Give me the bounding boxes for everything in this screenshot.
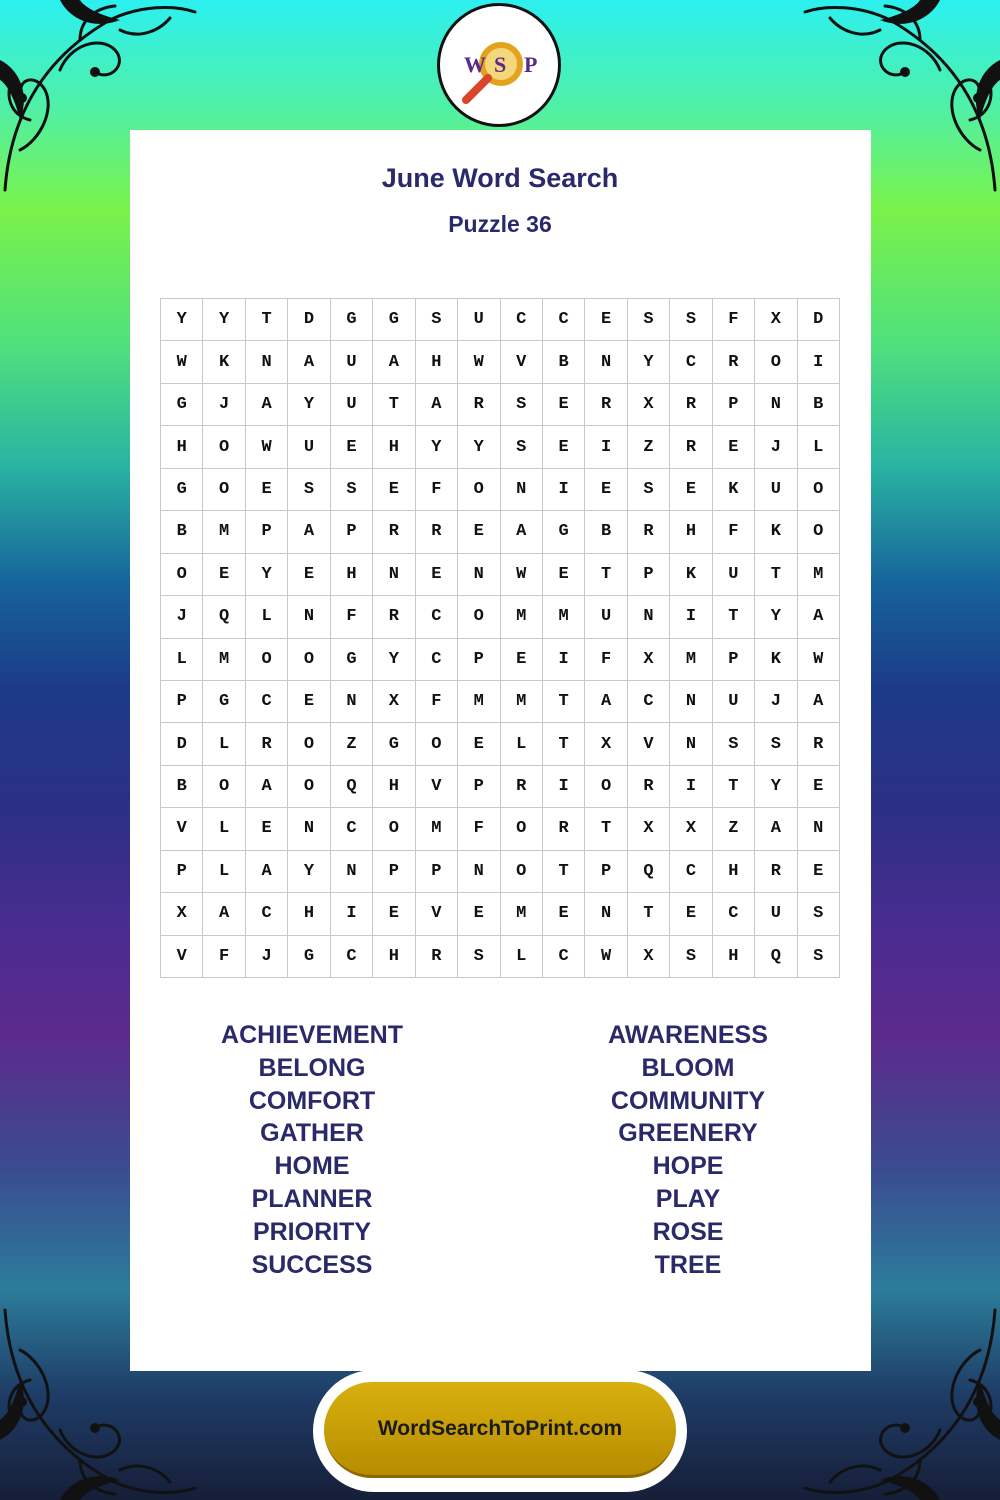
- grid-cell[interactable]: B: [543, 341, 585, 383]
- grid-cell[interactable]: I: [543, 639, 585, 681]
- grid-cell[interactable]: W: [458, 341, 500, 383]
- grid-cell[interactable]: S: [628, 299, 670, 341]
- grid-cell[interactable]: V: [416, 893, 458, 935]
- word-list-item: AWARENESS: [608, 1021, 768, 1049]
- grid-cell[interactable]: E: [543, 554, 585, 596]
- grid-cell[interactable]: B: [798, 384, 840, 426]
- grid-cell[interactable]: S: [798, 936, 840, 978]
- grid-cell[interactable]: C: [543, 299, 585, 341]
- grid-cell[interactable]: E: [543, 384, 585, 426]
- grid-cell[interactable]: Y: [203, 299, 245, 341]
- grid-cell[interactable]: N: [501, 469, 543, 511]
- grid-cell[interactable]: V: [628, 723, 670, 765]
- grid-cell[interactable]: V: [501, 341, 543, 383]
- grid-cell[interactable]: J: [161, 596, 203, 638]
- grid-cell[interactable]: R: [713, 341, 755, 383]
- grid-cell[interactable]: F: [585, 639, 627, 681]
- grid-cell[interactable]: M: [543, 596, 585, 638]
- grid-cell[interactable]: H: [373, 936, 415, 978]
- grid-cell[interactable]: J: [755, 681, 797, 723]
- puzzle-subtitle: Puzzle 36: [448, 211, 552, 237]
- grid-cell[interactable]: Z: [628, 426, 670, 468]
- grid-cell[interactable]: P: [161, 681, 203, 723]
- grid-cell[interactable]: L: [203, 808, 245, 850]
- grid-cell[interactable]: R: [458, 384, 500, 426]
- grid-cell[interactable]: M: [501, 596, 543, 638]
- grid-cell[interactable]: G: [373, 299, 415, 341]
- grid-cell[interactable]: W: [246, 426, 288, 468]
- grid-cell[interactable]: L: [161, 639, 203, 681]
- grid-cell[interactable]: U: [713, 681, 755, 723]
- grid-cell[interactable]: F: [203, 936, 245, 978]
- grid-cell[interactable]: C: [543, 936, 585, 978]
- grid-cell[interactable]: Z: [713, 808, 755, 850]
- grid-cell[interactable]: V: [161, 936, 203, 978]
- grid-cell[interactable]: J: [755, 426, 797, 468]
- grid-cell[interactable]: G: [543, 511, 585, 553]
- grid-cell[interactable]: F: [416, 681, 458, 723]
- grid-cell[interactable]: M: [798, 554, 840, 596]
- grid-cell[interactable]: X: [585, 723, 627, 765]
- grid-cell[interactable]: A: [585, 681, 627, 723]
- word-list-item: TREE: [654, 1250, 722, 1279]
- grid-cell[interactable]: E: [798, 766, 840, 808]
- grid-cell[interactable]: L: [203, 723, 245, 765]
- grid-cell[interactable]: K: [755, 639, 797, 681]
- grid-cell[interactable]: Q: [755, 936, 797, 978]
- grid-cell[interactable]: P: [628, 554, 670, 596]
- grid-cell[interactable]: E: [246, 808, 288, 850]
- grid-cell[interactable]: N: [458, 554, 500, 596]
- grid-cell[interactable]: E: [331, 426, 373, 468]
- grid-cell[interactable]: I: [543, 766, 585, 808]
- grid-cell[interactable]: R: [670, 426, 712, 468]
- website-link[interactable]: WordSearchToPrint.com: [324, 1382, 676, 1478]
- grid-cell[interactable]: H: [713, 851, 755, 893]
- grid-cell[interactable]: N: [628, 596, 670, 638]
- grid-cell[interactable]: E: [585, 469, 627, 511]
- grid-cell[interactable]: Y: [458, 426, 500, 468]
- grid-cell[interactable]: P: [331, 511, 373, 553]
- grid-cell[interactable]: O: [288, 723, 330, 765]
- grid-cell[interactable]: K: [670, 554, 712, 596]
- grid-cell[interactable]: P: [416, 851, 458, 893]
- grid-cell[interactable]: O: [246, 639, 288, 681]
- grid-cell[interactable]: P: [585, 851, 627, 893]
- grid-cell[interactable]: O: [501, 851, 543, 893]
- grid-cell[interactable]: C: [670, 851, 712, 893]
- grid-cell[interactable]: P: [373, 851, 415, 893]
- grid-cell[interactable]: O: [203, 766, 245, 808]
- word-list-item: COMFORT: [248, 1086, 376, 1115]
- grid-cell[interactable]: R: [628, 511, 670, 553]
- grid-cell[interactable]: M: [416, 808, 458, 850]
- grid-cell[interactable]: S: [670, 299, 712, 341]
- grid-cell[interactable]: X: [628, 639, 670, 681]
- grid-cell[interactable]: E: [501, 639, 543, 681]
- grid-cell[interactable]: N: [670, 681, 712, 723]
- grid-cell[interactable]: A: [203, 893, 245, 935]
- word-list-item: BLOOM: [641, 1053, 735, 1082]
- grid-cell[interactable]: C: [246, 893, 288, 935]
- grid-cell[interactable]: U: [331, 341, 373, 383]
- grid-cell[interactable]: N: [373, 554, 415, 596]
- grid-cell[interactable]: U: [755, 893, 797, 935]
- grid-cell[interactable]: S: [755, 723, 797, 765]
- grid-cell[interactable]: G: [331, 299, 373, 341]
- grid-cell[interactable]: S: [501, 384, 543, 426]
- grid-cell[interactable]: K: [203, 341, 245, 383]
- grid-cell[interactable]: M: [670, 639, 712, 681]
- grid-cell[interactable]: A: [288, 511, 330, 553]
- grid-cell[interactable]: L: [203, 851, 245, 893]
- grid-cell[interactable]: E: [670, 893, 712, 935]
- grid-cell[interactable]: T: [543, 723, 585, 765]
- grid-cell[interactable]: N: [288, 808, 330, 850]
- grid-cell[interactable]: H: [713, 936, 755, 978]
- grid-cell[interactable]: R: [246, 723, 288, 765]
- grid-cell[interactable]: T: [585, 808, 627, 850]
- grid-cell[interactable]: D: [798, 299, 840, 341]
- grid-cell[interactable]: T: [755, 554, 797, 596]
- grid-cell[interactable]: E: [458, 893, 500, 935]
- grid-cell[interactable]: A: [246, 766, 288, 808]
- grid-cell[interactable]: E: [203, 554, 245, 596]
- grid-cell[interactable]: W: [585, 936, 627, 978]
- grid-cell[interactable]: F: [331, 596, 373, 638]
- word-list-item: PLANNER: [251, 1184, 373, 1213]
- grid-cell[interactable]: F: [713, 299, 755, 341]
- grid-cell[interactable]: U: [331, 384, 373, 426]
- grid-cell[interactable]: I: [670, 596, 712, 638]
- grid-cell[interactable]: L: [501, 723, 543, 765]
- grid-cell[interactable]: R: [798, 723, 840, 765]
- grid-cell[interactable]: K: [755, 511, 797, 553]
- word-list-item: ACHIEVEMENT: [221, 1021, 403, 1049]
- grid-cell[interactable]: R: [755, 851, 797, 893]
- grid-cell[interactable]: R: [628, 766, 670, 808]
- grid-cell[interactable]: L: [798, 426, 840, 468]
- grid-cell[interactable]: R: [501, 766, 543, 808]
- word-list-left: [162, 1019, 462, 1281]
- grid-cell[interactable]: E: [458, 511, 500, 553]
- grid-cell[interactable]: C: [416, 639, 458, 681]
- grid-cell[interactable]: N: [246, 341, 288, 383]
- grid-cell[interactable]: J: [246, 936, 288, 978]
- word-list-item: BELONG: [258, 1053, 366, 1082]
- grid-cell[interactable]: O: [416, 723, 458, 765]
- word-list-item: PLAY: [655, 1184, 721, 1213]
- grid-cell[interactable]: D: [161, 723, 203, 765]
- word-list-item: PRIORITY: [252, 1217, 372, 1246]
- grid-cell[interactable]: E: [458, 723, 500, 765]
- grid-cell[interactable]: T: [713, 766, 755, 808]
- grid-cell[interactable]: R: [416, 936, 458, 978]
- grid-cell[interactable]: E: [373, 469, 415, 511]
- grid-cell[interactable]: O: [501, 808, 543, 850]
- grid-cell[interactable]: Y: [161, 299, 203, 341]
- word-list-item: GATHER: [260, 1119, 364, 1148]
- grid-cell[interactable]: C: [628, 681, 670, 723]
- grid-cell[interactable]: A: [246, 384, 288, 426]
- grid-cell[interactable]: A: [288, 341, 330, 383]
- wsp-logo[interactable]: [437, 3, 561, 127]
- grid-cell[interactable]: E: [585, 299, 627, 341]
- grid-cell[interactable]: S: [331, 469, 373, 511]
- grid-cell[interactable]: P: [713, 384, 755, 426]
- letter-grid: [160, 298, 840, 978]
- word-list-item: SUCCESS: [251, 1250, 373, 1279]
- grid-cell[interactable]: B: [161, 511, 203, 553]
- grid-cell[interactable]: Y: [288, 384, 330, 426]
- grid-cell[interactable]: A: [501, 511, 543, 553]
- grid-cell[interactable]: N: [331, 851, 373, 893]
- logo-letter-s: S: [494, 52, 507, 77]
- word-list-item: HOME: [274, 1152, 350, 1181]
- grid-cell[interactable]: O: [458, 469, 500, 511]
- word-list-right: [538, 1019, 838, 1281]
- grid-cell[interactable]: I: [585, 426, 627, 468]
- grid-cell[interactable]: O: [585, 766, 627, 808]
- grid-cell[interactable]: N: [288, 596, 330, 638]
- grid-cell[interactable]: A: [373, 341, 415, 383]
- grid-cell[interactable]: J: [203, 384, 245, 426]
- grid-cell[interactable]: O: [798, 511, 840, 553]
- grid-cell[interactable]: G: [373, 723, 415, 765]
- grid-cell[interactable]: S: [416, 299, 458, 341]
- grid-cell[interactable]: A: [798, 681, 840, 723]
- grid-cell[interactable]: E: [543, 893, 585, 935]
- grid-cell[interactable]: X: [373, 681, 415, 723]
- grid-cell[interactable]: Y: [246, 554, 288, 596]
- grid-cell[interactable]: O: [373, 808, 415, 850]
- grid-cell[interactable]: D: [288, 299, 330, 341]
- grid-cell[interactable]: R: [373, 596, 415, 638]
- grid-cell[interactable]: E: [288, 554, 330, 596]
- grid-cell[interactable]: C: [713, 893, 755, 935]
- grid-cell[interactable]: C: [331, 936, 373, 978]
- grid-cell[interactable]: Y: [755, 596, 797, 638]
- grid-cell[interactable]: M: [501, 681, 543, 723]
- grid-cell[interactable]: T: [713, 596, 755, 638]
- grid-cell[interactable]: O: [161, 554, 203, 596]
- page-title: June Word Search: [381, 163, 619, 193]
- grid-cell[interactable]: Z: [331, 723, 373, 765]
- grid-cell[interactable]: H: [161, 426, 203, 468]
- grid-cell[interactable]: N: [585, 341, 627, 383]
- word-list-item: GREENERY: [618, 1119, 758, 1148]
- grid-cell[interactable]: M: [458, 681, 500, 723]
- grid-cell[interactable]: T: [246, 299, 288, 341]
- grid-cell[interactable]: C: [246, 681, 288, 723]
- grid-cell[interactable]: X: [161, 893, 203, 935]
- grid-cell[interactable]: I: [543, 469, 585, 511]
- grid-cell[interactable]: B: [161, 766, 203, 808]
- grid-cell[interactable]: E: [543, 426, 585, 468]
- grid-cell[interactable]: C: [501, 299, 543, 341]
- word-list-item: ROSE: [652, 1217, 724, 1246]
- grid-cell[interactable]: O: [288, 639, 330, 681]
- grid-cell[interactable]: P: [458, 639, 500, 681]
- grid-cell[interactable]: U: [585, 596, 627, 638]
- grid-cell[interactable]: S: [670, 936, 712, 978]
- grid-cell[interactable]: P: [161, 851, 203, 893]
- grid-cell[interactable]: E: [670, 469, 712, 511]
- grid-cell[interactable]: A: [798, 596, 840, 638]
- grid-cell[interactable]: N: [585, 893, 627, 935]
- word-list-item: COMMUNITY: [610, 1086, 766, 1115]
- grid-cell[interactable]: V: [416, 766, 458, 808]
- grid-cell[interactable]: U: [755, 469, 797, 511]
- grid-cell[interactable]: G: [161, 384, 203, 426]
- grid-cell[interactable]: K: [713, 469, 755, 511]
- grid-cell[interactable]: S: [458, 936, 500, 978]
- grid-cell[interactable]: Q: [331, 766, 373, 808]
- grid-cell[interactable]: N: [798, 808, 840, 850]
- grid-cell[interactable]: G: [161, 469, 203, 511]
- grid-cell[interactable]: N: [670, 723, 712, 765]
- grid-cell[interactable]: T: [585, 554, 627, 596]
- grid-cell[interactable]: S: [501, 426, 543, 468]
- grid-cell[interactable]: Y: [416, 426, 458, 468]
- grid-cell[interactable]: R: [543, 808, 585, 850]
- grid-cell[interactable]: O: [755, 341, 797, 383]
- grid-cell[interactable]: F: [416, 469, 458, 511]
- grid-cell[interactable]: I: [670, 766, 712, 808]
- grid-cell[interactable]: C: [331, 808, 373, 850]
- grid-cell[interactable]: S: [798, 893, 840, 935]
- grid-cell[interactable]: H: [670, 511, 712, 553]
- grid-cell[interactable]: X: [628, 936, 670, 978]
- grid-cell[interactable]: X: [670, 808, 712, 850]
- grid-cell[interactable]: G: [331, 639, 373, 681]
- grid-cell[interactable]: U: [288, 426, 330, 468]
- grid-cell[interactable]: O: [458, 596, 500, 638]
- grid-cell[interactable]: S: [713, 723, 755, 765]
- grid-cell[interactable]: M: [203, 511, 245, 553]
- grid-cell[interactable]: H: [331, 554, 373, 596]
- grid-cell[interactable]: G: [203, 681, 245, 723]
- grid-cell[interactable]: R: [373, 511, 415, 553]
- grid-cell[interactable]: O: [288, 766, 330, 808]
- grid-cell[interactable]: F: [458, 808, 500, 850]
- grid-cell[interactable]: L: [246, 596, 288, 638]
- grid-cell[interactable]: L: [501, 936, 543, 978]
- grid-cell[interactable]: E: [713, 426, 755, 468]
- grid-cell[interactable]: E: [373, 893, 415, 935]
- grid-cell[interactable]: N: [458, 851, 500, 893]
- grid-cell[interactable]: U: [458, 299, 500, 341]
- grid-cell[interactable]: E: [288, 681, 330, 723]
- grid-cell[interactable]: O: [203, 469, 245, 511]
- grid-cell[interactable]: F: [713, 511, 755, 553]
- grid-cell[interactable]: P: [246, 511, 288, 553]
- word-list-item: HOPE: [652, 1152, 724, 1181]
- grid-cell[interactable]: Y: [288, 851, 330, 893]
- grid-cell[interactable]: E: [798, 851, 840, 893]
- grid-cell[interactable]: X: [755, 299, 797, 341]
- grid-cell[interactable]: R: [670, 384, 712, 426]
- grid-cell[interactable]: U: [713, 554, 755, 596]
- grid-cell[interactable]: P: [713, 639, 755, 681]
- grid-cell[interactable]: H: [288, 893, 330, 935]
- grid-cell[interactable]: A: [416, 384, 458, 426]
- grid-cell[interactable]: W: [161, 341, 203, 383]
- grid-cell[interactable]: H: [373, 426, 415, 468]
- grid-cell[interactable]: I: [798, 341, 840, 383]
- grid-cell[interactable]: Q: [203, 596, 245, 638]
- grid-cell[interactable]: T: [628, 893, 670, 935]
- magnifier-icon: [440, 6, 558, 124]
- grid-cell[interactable]: C: [416, 596, 458, 638]
- grid-cell[interactable]: G: [288, 936, 330, 978]
- grid-cell[interactable]: E: [416, 554, 458, 596]
- grid-cell[interactable]: X: [628, 808, 670, 850]
- logo-letter-p: P: [524, 52, 538, 77]
- grid-cell[interactable]: N: [331, 681, 373, 723]
- grid-cell[interactable]: V: [161, 808, 203, 850]
- grid-cell[interactable]: O: [203, 426, 245, 468]
- grid-cell[interactable]: W: [501, 554, 543, 596]
- grid-cell[interactable]: P: [458, 766, 500, 808]
- grid-cell[interactable]: H: [416, 341, 458, 383]
- grid-cell[interactable]: E: [246, 469, 288, 511]
- grid-cell[interactable]: S: [288, 469, 330, 511]
- grid-cell[interactable]: C: [670, 341, 712, 383]
- footer-pill: [313, 1370, 687, 1492]
- grid-cell[interactable]: H: [373, 766, 415, 808]
- grid-cell[interactable]: Y: [373, 639, 415, 681]
- grid-cell[interactable]: T: [543, 851, 585, 893]
- grid-cell[interactable]: S: [628, 469, 670, 511]
- grid-cell[interactable]: N: [755, 384, 797, 426]
- grid-cell[interactable]: M: [501, 893, 543, 935]
- grid-cell[interactable]: W: [798, 639, 840, 681]
- grid-cell[interactable]: T: [373, 384, 415, 426]
- grid-cell[interactable]: Q: [628, 851, 670, 893]
- grid-cell[interactable]: M: [203, 639, 245, 681]
- grid-cell[interactable]: Y: [628, 341, 670, 383]
- grid-cell[interactable]: R: [585, 384, 627, 426]
- grid-cell[interactable]: R: [416, 511, 458, 553]
- grid-cell[interactable]: I: [331, 893, 373, 935]
- grid-cell[interactable]: A: [755, 808, 797, 850]
- grid-cell[interactable]: X: [628, 384, 670, 426]
- grid-cell[interactable]: B: [585, 511, 627, 553]
- grid-cell[interactable]: O: [798, 469, 840, 511]
- grid-cell[interactable]: Y: [755, 766, 797, 808]
- logo-letter-w: W: [464, 52, 486, 77]
- grid-cell[interactable]: T: [543, 681, 585, 723]
- grid-cell[interactable]: A: [246, 851, 288, 893]
